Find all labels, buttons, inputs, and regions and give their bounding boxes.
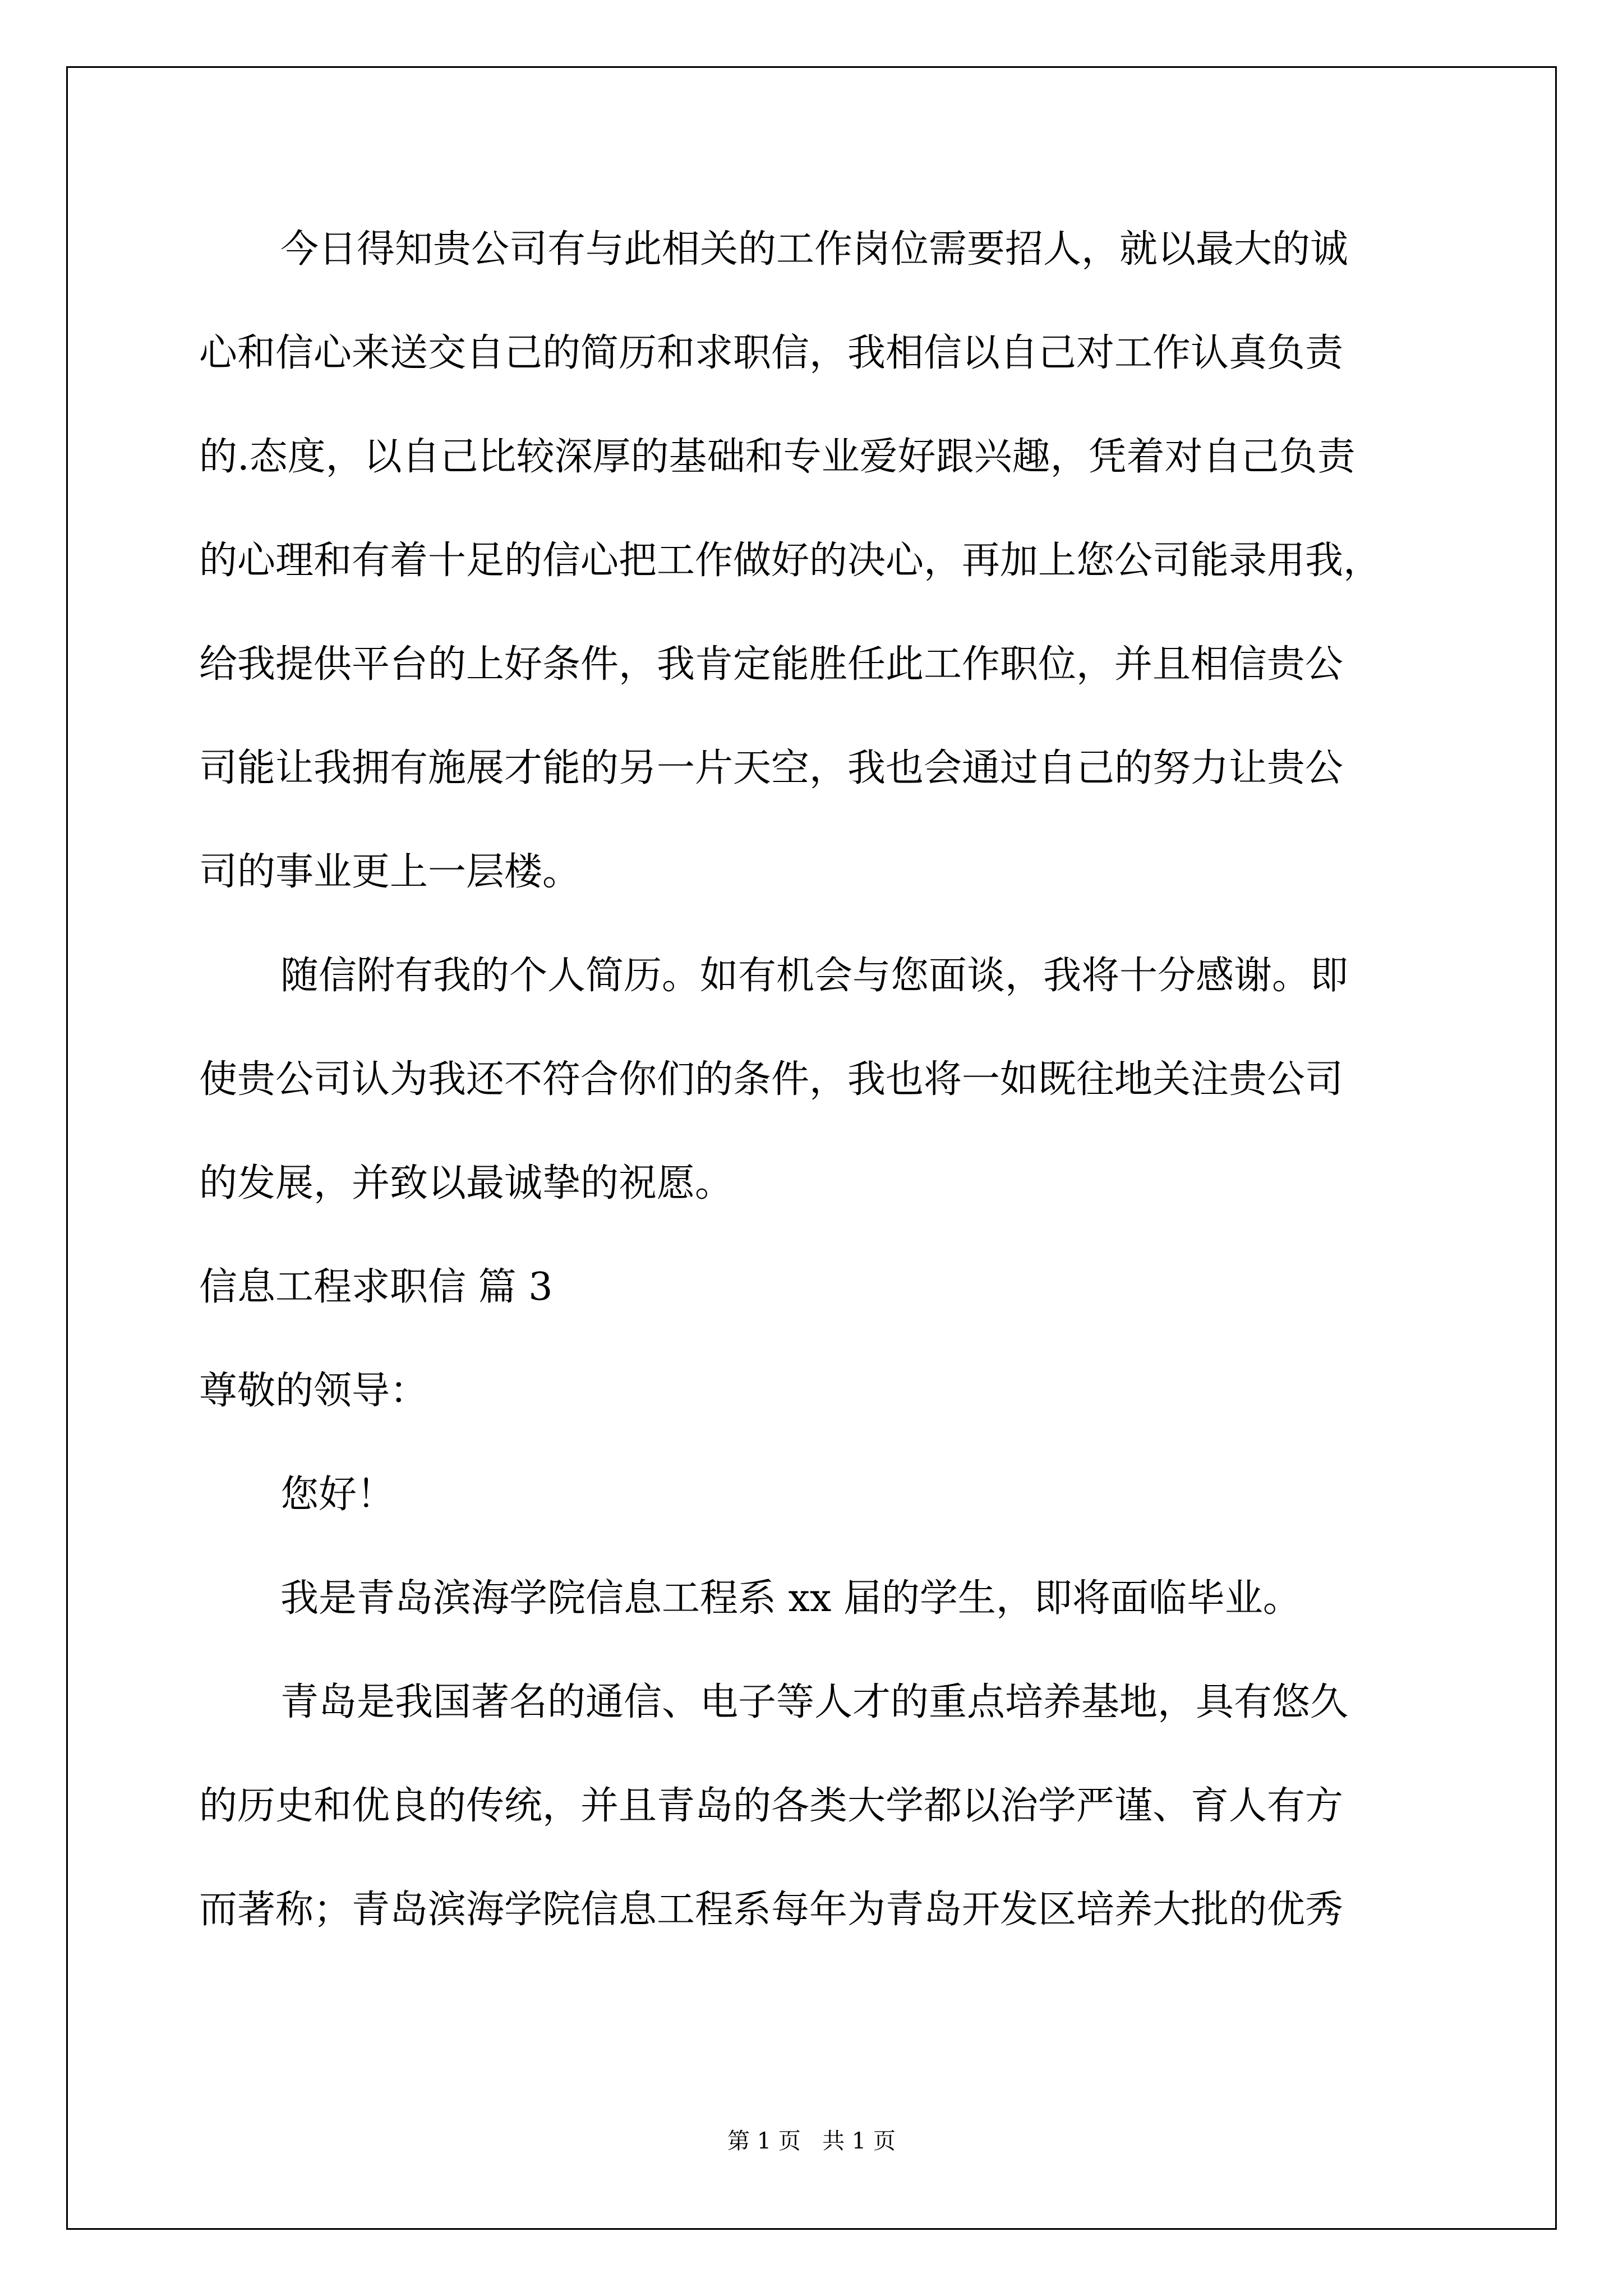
paragraph-line: 青岛是我国著名的通信、电子等人才的重点培养基地，具有悠久 <box>280 1680 1349 1724</box>
greeting: 您好！ <box>280 1473 395 1517</box>
paragraph-line: 今日得知贵公司有与此相关的工作岗位需要招人，就以最大的诚 <box>280 227 1349 272</box>
paragraph-line: 的心理和有着十足的信心把工作做好的决心，再加上您公司能录用我， <box>199 539 1382 583</box>
paragraph-line: 使贵公司认为我还不符合你们的条件，我也将一如既往地关注贵公司 <box>199 1057 1344 1102</box>
paragraph-line: 随信附有我的个人简历。如有机会与您面谈，我将十分感谢。即 <box>280 954 1349 998</box>
paragraph-line: 司的事业更上一层楼。 <box>199 850 581 894</box>
paragraph-line: 给我提供平台的上好条件，我肯定能胜任此工作职位，并且相信贵公 <box>199 642 1344 687</box>
page-number-footer: 第 1 页 共 1 页 <box>727 2128 896 2154</box>
paragraph-line: 司能让我拥有施展才能的另一片天空，我也会通过自己的努力让贵公 <box>199 746 1344 790</box>
paragraph-line: 而著称；青岛滨海学院信息工程系每年为青岛开发区培养大批的优秀 <box>199 1888 1344 1932</box>
paragraph-line: 的发展，并致以最诚挚的祝愿。 <box>199 1161 734 1205</box>
paragraph-line: 心和信心来送交自己的简历和求职信，我相信以自己对工作认真负责 <box>199 331 1344 375</box>
paragraph-line: 的.态度，以自己比较深厚的基础和专业爱好跟兴趣，凭着对自己负责 <box>199 435 1355 479</box>
paragraph-line: 的历史和优良的传统，并且青岛的各类大学都以治学严谨、育人有方 <box>199 1784 1344 1828</box>
paragraph-line: 我是青岛滨海学院信息工程系 xx 届的学生，即将面临毕业。 <box>280 1576 1301 1621</box>
salutation: 尊敬的领导： <box>199 1369 428 1413</box>
section-heading: 信息工程求职信 篇 3 <box>199 1265 553 1309</box>
